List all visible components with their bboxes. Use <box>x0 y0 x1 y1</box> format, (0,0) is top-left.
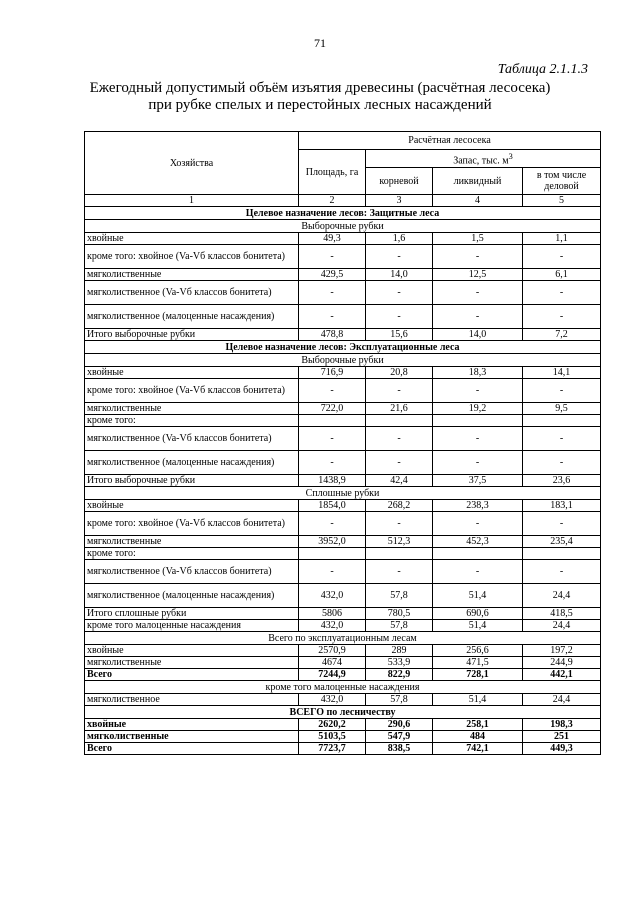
table-row <box>85 694 601 706</box>
table-body <box>85 207 601 755</box>
table-row <box>85 731 601 743</box>
header-col-number: 1 <box>85 195 299 207</box>
row-value: 728,1 <box>433 669 523 681</box>
row-value: 432,0 <box>299 694 366 706</box>
table-row <box>85 608 601 620</box>
header-stock-superscript: 3 <box>508 151 513 161</box>
row-value: 290,6 <box>366 719 433 731</box>
row-value: 24,4 <box>523 620 601 632</box>
row-value: 3952,0 <box>299 536 366 548</box>
row-value: - <box>299 512 366 536</box>
row-value: 716,9 <box>299 367 366 379</box>
table-row <box>85 329 601 341</box>
header-col-number: 5 <box>523 195 601 207</box>
row-value: 478,8 <box>299 329 366 341</box>
table-row <box>85 719 601 731</box>
row-label: кроме того: <box>85 548 299 560</box>
row-value: - <box>299 305 366 329</box>
row-value: 418,5 <box>523 608 601 620</box>
row-label: мягколиственное (Va-Vб классов бонитета) <box>85 281 299 305</box>
row-value: 442,1 <box>523 669 601 681</box>
row-value: 1854,0 <box>299 500 366 512</box>
row-value: 7244,9 <box>299 669 366 681</box>
row-value: 7,2 <box>523 329 601 341</box>
row-value: 429,5 <box>299 269 366 281</box>
row-label: хвойные <box>85 719 299 731</box>
row-value: - <box>523 379 601 403</box>
title-line-2: при рубке спелых и перестойных лесных насаждений <box>148 97 492 113</box>
row-value: 19,2 <box>433 403 523 415</box>
row-value: 18,3 <box>433 367 523 379</box>
row-label: мягколиственные <box>85 403 299 415</box>
row-value: 722,0 <box>299 403 366 415</box>
row-value: 256,6 <box>433 645 523 657</box>
row-value: 822,9 <box>366 669 433 681</box>
table-row <box>85 281 601 305</box>
row-value: 5103,5 <box>299 731 366 743</box>
row-value: 2570,9 <box>299 645 366 657</box>
row-label: Итого выборочные рубки <box>85 329 299 341</box>
title-line-1: Ежегодный допустимый объём изъятия древесины (расчётная лесосека) <box>89 80 551 96</box>
header-stock <box>366 150 601 168</box>
row-value: - <box>433 560 523 584</box>
section-heading: Всего по эксплуатационным лесам <box>85 632 601 645</box>
row-value: - <box>366 245 433 269</box>
row-label: мягколиственные <box>85 731 299 743</box>
row-value: - <box>299 427 366 451</box>
row-value: - <box>366 560 433 584</box>
row-value: 7723,7 <box>299 743 366 755</box>
row-value: - <box>299 379 366 403</box>
table-row <box>85 233 601 245</box>
row-label: кроме того: хвойное (Va-Vб классов бонитета) <box>85 245 299 269</box>
row-label: Итого выборочные рубки <box>85 475 299 487</box>
row-label: мягколиственное (малоценные насаждения) <box>85 451 299 475</box>
row-label: кроме того: <box>85 415 299 427</box>
table-row <box>85 512 601 536</box>
section-row <box>85 487 601 500</box>
row-value: 289 <box>366 645 433 657</box>
table-row <box>85 427 601 451</box>
table-row <box>85 669 601 681</box>
row-label: кроме того: хвойное (Va-Vб классов бонитета) <box>85 512 299 536</box>
table-row <box>85 500 601 512</box>
row-label: хвойные <box>85 233 299 245</box>
row-value: - <box>523 305 601 329</box>
row-value: 251 <box>523 731 601 743</box>
section-heading: Сплошные рубки <box>85 487 601 500</box>
row-value: 57,8 <box>366 584 433 608</box>
row-value: 57,8 <box>366 620 433 632</box>
header-root: корневой <box>366 168 433 195</box>
cutting-volume-table <box>84 131 601 755</box>
row-value: 14,0 <box>433 329 523 341</box>
row-value: 4674 <box>299 657 366 669</box>
row-value: 37,5 <box>433 475 523 487</box>
row-value <box>366 415 433 427</box>
row-label: мягколиственные <box>85 536 299 548</box>
row-value <box>366 548 433 560</box>
row-value: 258,1 <box>433 719 523 731</box>
table-row <box>85 245 601 269</box>
row-value: - <box>299 245 366 269</box>
row-label: мягколиственные <box>85 269 299 281</box>
row-value: 51,4 <box>433 694 523 706</box>
row-value: - <box>299 560 366 584</box>
row-value: 9,5 <box>523 403 601 415</box>
section-heading: Целевое назначение лесов: Эксплуатационные леса <box>85 341 601 354</box>
row-value: 15,6 <box>366 329 433 341</box>
row-label: кроме того малоценные насаждения <box>85 620 299 632</box>
row-value: 51,4 <box>433 584 523 608</box>
table-number: Таблица 2.1.1.3 <box>497 62 588 77</box>
row-value: 838,5 <box>366 743 433 755</box>
row-value: - <box>299 451 366 475</box>
row-value: - <box>299 281 366 305</box>
row-label: Итого сплошные рубки <box>85 608 299 620</box>
row-value: 449,3 <box>523 743 601 755</box>
page-number: 71 <box>314 36 326 50</box>
row-value: 12,5 <box>433 269 523 281</box>
row-value <box>299 548 366 560</box>
row-label: хвойные <box>85 367 299 379</box>
section-row <box>85 220 601 233</box>
row-value: 235,4 <box>523 536 601 548</box>
row-label: кроме того: хвойное (Va-Vб классов бонитета) <box>85 379 299 403</box>
row-value: 780,5 <box>366 608 433 620</box>
section-heading: Выборочные рубки <box>85 354 601 367</box>
row-value: 49,3 <box>299 233 366 245</box>
row-value: 533,9 <box>366 657 433 669</box>
header-col-number: 4 <box>433 195 523 207</box>
row-value: - <box>523 427 601 451</box>
table-row <box>85 536 601 548</box>
row-value: 51,4 <box>433 620 523 632</box>
row-value: 1,5 <box>433 233 523 245</box>
row-value: 1,6 <box>366 233 433 245</box>
header-area: Площадь, га <box>299 150 366 195</box>
row-value: 5806 <box>299 608 366 620</box>
row-value: 547,9 <box>366 731 433 743</box>
table-row <box>85 548 601 560</box>
row-value: 268,2 <box>366 500 433 512</box>
row-label: хвойные <box>85 645 299 657</box>
row-value: 238,3 <box>433 500 523 512</box>
table-row <box>85 584 601 608</box>
section-row <box>85 632 601 645</box>
row-label: Всего <box>85 669 299 681</box>
row-value: 24,4 <box>523 694 601 706</box>
row-value: 183,1 <box>523 500 601 512</box>
table-row <box>85 475 601 487</box>
row-label: мягколиственное (малоценные насаждения) <box>85 584 299 608</box>
row-value: 471,5 <box>433 657 523 669</box>
row-value: 23,6 <box>523 475 601 487</box>
table-row <box>85 415 601 427</box>
row-value: - <box>366 451 433 475</box>
table-row <box>85 451 601 475</box>
section-row <box>85 341 601 354</box>
header-liquid: ликвидный <box>433 168 523 195</box>
row-value: 42,4 <box>366 475 433 487</box>
row-value <box>523 415 601 427</box>
header-business: в том числе деловой <box>523 168 601 195</box>
row-value: 57,8 <box>366 694 433 706</box>
section-row <box>85 681 601 694</box>
row-value: - <box>366 379 433 403</box>
row-value: 432,0 <box>299 584 366 608</box>
row-value <box>523 548 601 560</box>
row-value: - <box>433 281 523 305</box>
section-row <box>85 354 601 367</box>
row-value: - <box>523 451 601 475</box>
row-value: 244,9 <box>523 657 601 669</box>
row-value: - <box>366 305 433 329</box>
table-row <box>85 657 601 669</box>
row-value: - <box>433 379 523 403</box>
row-label: Всего <box>85 743 299 755</box>
row-value: 452,3 <box>433 536 523 548</box>
table-row <box>85 305 601 329</box>
row-value: - <box>366 281 433 305</box>
row-value: 6,1 <box>523 269 601 281</box>
row-value: 20,8 <box>366 367 433 379</box>
section-heading: кроме того малоценные насаждения <box>85 681 601 694</box>
row-value: 1438,9 <box>299 475 366 487</box>
header-col-number: 2 <box>299 195 366 207</box>
table-row <box>85 743 601 755</box>
section-heading: ВСЕГО по лесничеству <box>85 706 601 719</box>
row-value <box>433 415 523 427</box>
row-value: 484 <box>433 731 523 743</box>
row-value: - <box>523 281 601 305</box>
table-row <box>85 269 601 281</box>
row-label: мягколиственные <box>85 657 299 669</box>
row-label: мягколиственное <box>85 694 299 706</box>
header-stock-label: Запас, тыс. м <box>453 155 509 167</box>
row-label: мягколиственное (малоценные насаждения) <box>85 305 299 329</box>
section-heading: Целевое назначение лесов: Защитные леса <box>85 207 601 220</box>
row-value: 197,2 <box>523 645 601 657</box>
table-row <box>85 645 601 657</box>
table-title <box>0 80 640 114</box>
row-value: - <box>366 512 433 536</box>
row-value: 512,3 <box>366 536 433 548</box>
row-value <box>299 415 366 427</box>
row-value: 690,6 <box>433 608 523 620</box>
row-label: мягколиственное (Va-Vб классов бонитета) <box>85 560 299 584</box>
section-row <box>85 207 601 220</box>
row-value: 21,6 <box>366 403 433 415</box>
row-value: - <box>523 245 601 269</box>
row-value: - <box>523 560 601 584</box>
row-value: 24,4 <box>523 584 601 608</box>
row-value: 2620,2 <box>299 719 366 731</box>
header-calc-cutting: Расчётная лесосека <box>299 132 601 150</box>
row-value: - <box>433 451 523 475</box>
section-row <box>85 706 601 719</box>
row-value: - <box>433 427 523 451</box>
row-value: 14,0 <box>366 269 433 281</box>
row-value: 432,0 <box>299 620 366 632</box>
table-row <box>85 403 601 415</box>
row-value: - <box>366 427 433 451</box>
row-value: 1,1 <box>523 233 601 245</box>
section-heading: Выборочные рубки <box>85 220 601 233</box>
row-value: - <box>433 512 523 536</box>
header-col-number: 3 <box>366 195 433 207</box>
row-value <box>433 548 523 560</box>
table-row <box>85 620 601 632</box>
header-farms: Хозяйства <box>85 132 299 195</box>
table-row <box>85 367 601 379</box>
table-row <box>85 560 601 584</box>
row-value: - <box>433 305 523 329</box>
row-value: 14,1 <box>523 367 601 379</box>
row-label: мягколиственное (Va-Vб классов бонитета) <box>85 427 299 451</box>
row-value: 742,1 <box>433 743 523 755</box>
row-value: - <box>433 245 523 269</box>
row-value: 198,3 <box>523 719 601 731</box>
row-label: хвойные <box>85 500 299 512</box>
row-value: - <box>523 512 601 536</box>
table-row <box>85 379 601 403</box>
